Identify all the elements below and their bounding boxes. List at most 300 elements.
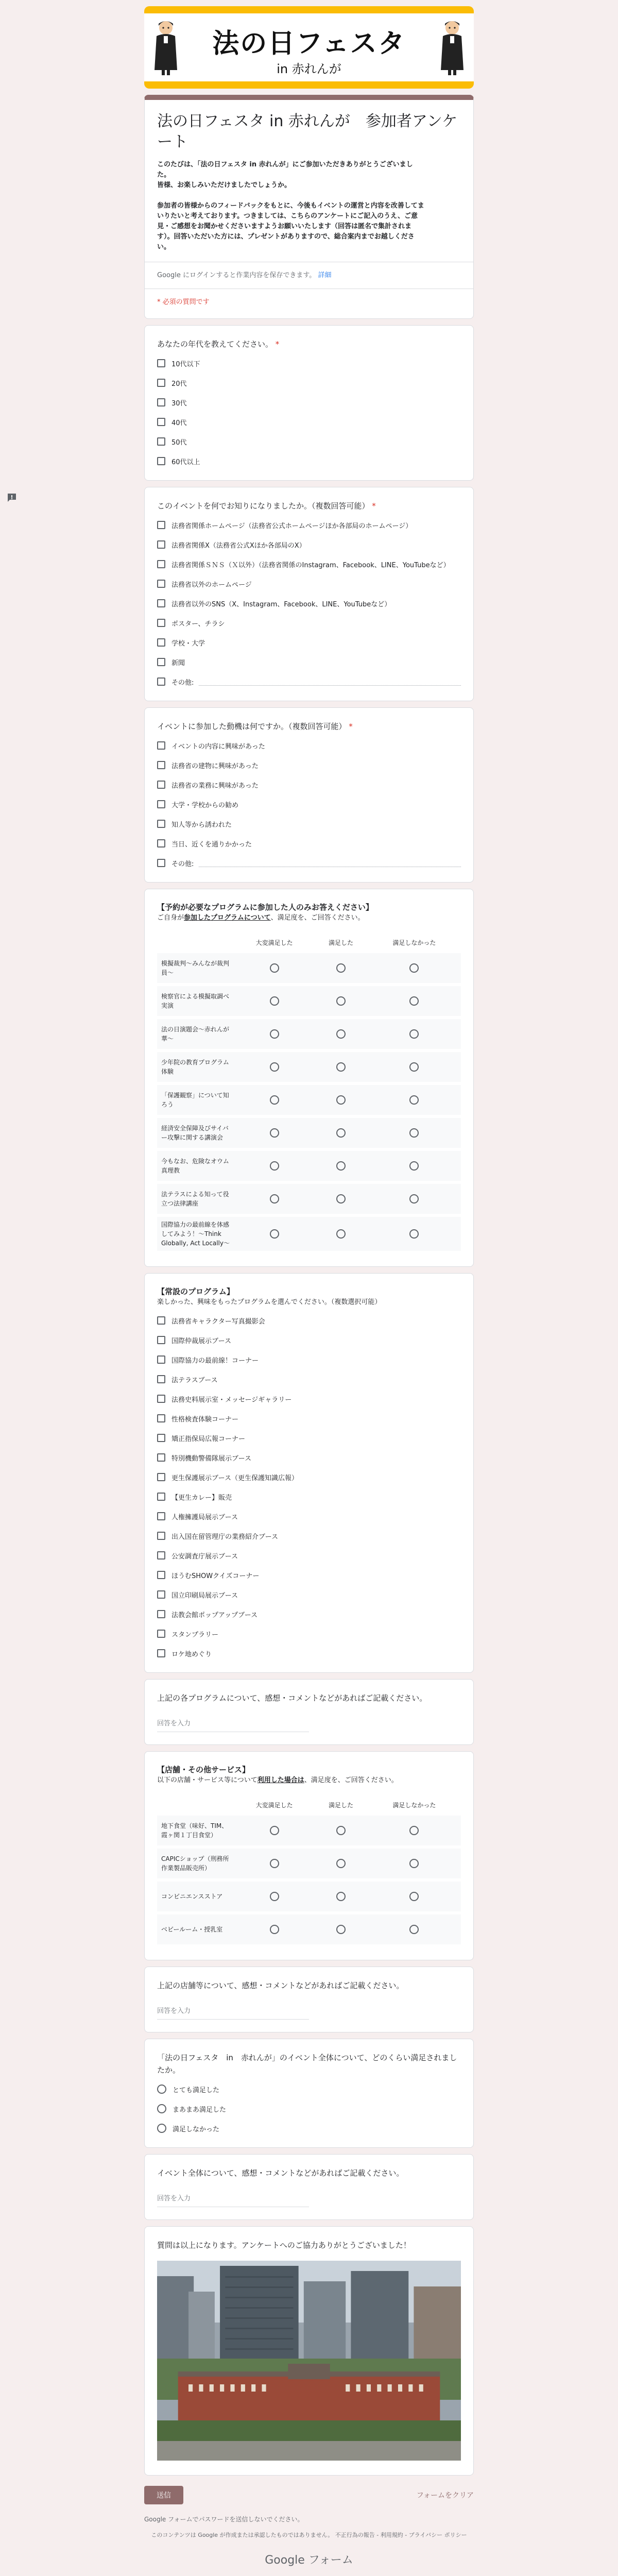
grid-row-label: 模擬裁判～みんなが裁判員～ — [157, 953, 234, 983]
disclaimer-text: このコンテンツは Google が作成または承認したものではありません。 — [151, 2532, 334, 2538]
checkbox-icon[interactable] — [157, 1610, 165, 1618]
grid-cell — [234, 986, 314, 1016]
checkbox-option[interactable] — [157, 396, 461, 409]
grid-row-label: 国際協力の最前線を体感してみよう！～Think Globally, Act Locally～ — [157, 1217, 234, 1251]
required-star: * — [372, 501, 376, 511]
option-label: 法務省以外のSNS（X、Instagram、Facebook、LINE、YouTubeなど） — [171, 600, 391, 608]
checkbox-option[interactable] — [157, 376, 461, 389]
checkbox-icon[interactable] — [157, 1414, 165, 1422]
checkbox-option[interactable] — [157, 837, 461, 850]
disclaimer: このコンテンツは Google が作成または承認したものではありません。 不正行為の報告 - 利用規約 - プライバシー ポリシー — [151, 2532, 467, 2538]
checkbox-option[interactable] — [157, 1333, 461, 1347]
radio-icon[interactable] — [409, 1194, 419, 1204]
grid-cell — [314, 1882, 368, 1911]
checkbox-icon[interactable] — [157, 638, 165, 647]
option-label: 30代 — [171, 399, 187, 408]
radio-icon[interactable] — [409, 1925, 419, 1934]
checkbox-icon[interactable] — [157, 1316, 165, 1325]
other-text-input[interactable] — [199, 677, 461, 686]
checkbox-icon[interactable] — [157, 379, 165, 387]
grid-cell — [368, 1849, 461, 1878]
radio-icon[interactable] — [270, 1128, 279, 1138]
feedback-icon[interactable] — [7, 493, 17, 502]
option-label: 法テラスブース — [171, 1376, 218, 1384]
question-title-text: あなたの年代を教えてください。 — [157, 340, 273, 349]
option-label: 矯正指保局広報コーナー — [171, 1435, 246, 1443]
grid-cell — [314, 1217, 368, 1251]
checkbox-option[interactable] — [157, 1588, 461, 1601]
checkbox-option[interactable] — [157, 1372, 461, 1386]
radio-icon[interactable] — [336, 1095, 346, 1105]
option-label: スタンプラリー — [171, 1631, 219, 1639]
grid-row — [157, 1118, 461, 1148]
option-label: 法教会館ポップアップブース — [171, 1611, 258, 1619]
grid-cell — [314, 1914, 368, 1944]
question-age — [144, 325, 474, 481]
radio-icon[interactable] — [336, 1229, 346, 1239]
option-label: 出入国在留管理庁の業務紹介ブース — [171, 1533, 278, 1541]
grid-row-label: コンビニエンスストア — [157, 1882, 234, 1911]
checkbox-icon[interactable] — [157, 761, 165, 769]
checkbox-option[interactable] — [157, 577, 461, 590]
grid-cell — [234, 1882, 314, 1911]
grid-cell — [314, 1849, 368, 1878]
checkbox-icon[interactable] — [157, 1336, 165, 1344]
grid-cell — [234, 1914, 314, 1944]
checkbox-option[interactable] — [157, 415, 461, 429]
answer-input[interactable]: 回答を入力 — [157, 2005, 309, 2020]
grid-cell — [368, 1816, 461, 1845]
question-subtitle: 楽しかった、興味をもったプログラムを選んでください。（複数選択可能） — [157, 1298, 382, 1306]
grid-cell — [234, 1085, 314, 1115]
checkbox-icon[interactable] — [157, 658, 165, 666]
checkbox-icon[interactable] — [157, 1375, 165, 1383]
checkbox-option[interactable] — [157, 357, 461, 370]
option-label: 新聞 — [171, 659, 185, 667]
checkbox-icon[interactable] — [157, 540, 165, 549]
option-label: 法務省以外のホームページ — [171, 581, 252, 589]
checkbox-option[interactable] — [157, 1607, 461, 1621]
grid-cell — [314, 1816, 368, 1845]
checkbox-icon[interactable] — [157, 1434, 165, 1442]
checkbox-icon[interactable] — [157, 418, 165, 426]
checkbox-option[interactable] — [157, 817, 461, 831]
closing-card — [144, 2226, 474, 2476]
answer-input[interactable]: 回答を入力 — [157, 2193, 309, 2207]
grid-row-label: 法テラスによる知って役立つ法律講座 — [157, 1184, 234, 1214]
checkbox-icon[interactable] — [157, 1512, 165, 1520]
question-title: 上記の各プログラムについて、感想・コメントなどがあればご記載ください。 — [157, 1693, 427, 1703]
checkbox-icon[interactable] — [157, 1493, 165, 1501]
question-title: 【店舗・その他サービス】 — [157, 1765, 250, 1774]
banner-subtitle: in 赤れんが — [277, 62, 341, 76]
subtitle-text: 、満足度を、ご回答ください。 — [304, 1776, 398, 1784]
terms-link[interactable]: 利用規約 — [380, 2532, 403, 2538]
option-label: 学校・大学 — [171, 639, 205, 648]
option-label: イベントの内容に興味があった — [171, 742, 265, 751]
checkbox-option[interactable] — [157, 1549, 461, 1562]
option-label: 40代 — [171, 419, 187, 427]
radio-icon[interactable] — [336, 1925, 346, 1934]
header-banner — [144, 6, 474, 89]
checkbox-icon[interactable] — [157, 1532, 165, 1540]
grid-cell — [368, 1118, 461, 1148]
checkbox-icon[interactable] — [157, 1395, 165, 1403]
question-source — [144, 487, 474, 701]
grid-row-label: 法の日演題会～赤れんが華～ — [157, 1019, 234, 1049]
checkbox-option[interactable] — [157, 1647, 461, 1660]
option-label: 10代以下 — [171, 360, 200, 368]
radio-icon[interactable] — [336, 963, 346, 973]
option-label: ポスター、チラシ — [171, 620, 225, 628]
google-forms-logo: Google フォーム — [265, 2554, 353, 2567]
question-title: 【予約が必要なプログラムに参加した人のみお答えください】 — [157, 903, 373, 912]
checkbox-option-other[interactable] — [157, 675, 461, 688]
checkbox-icon[interactable] — [157, 1551, 165, 1560]
radio-icon[interactable] — [336, 1892, 346, 1901]
radio-grid — [157, 931, 461, 1254]
option-label: 法務省の業務に興味があった — [171, 782, 259, 790]
grid-cell — [234, 1217, 314, 1251]
grid-cell — [234, 1184, 314, 1214]
checkbox-option[interactable] — [157, 636, 461, 649]
subtitle-emphasis: 利用した場合は — [257, 1776, 304, 1784]
grid-cell — [234, 1052, 314, 1082]
option-label: 当日、近くを通りかかった — [171, 840, 252, 849]
checkbox-option[interactable] — [157, 454, 461, 468]
question-booth-comment — [144, 1679, 474, 1745]
radio-icon[interactable] — [409, 1892, 419, 1901]
checkbox-option[interactable] — [157, 1412, 461, 1425]
grid-cell — [314, 1019, 368, 1049]
grid-row — [157, 953, 461, 983]
question-title — [157, 338, 461, 350]
question-title: 上記の店舗等について、感想・コメントなどがあればご記載ください。 — [157, 1981, 404, 1990]
radio-icon[interactable] — [270, 1826, 279, 1835]
checkbox-option[interactable] — [157, 616, 461, 630]
option-label: 更生保護展示ブース（更生保護知識広報） — [171, 1474, 298, 1482]
question-shop-comment — [144, 1967, 474, 2032]
password-warning: Google フォームでパスワードを送信しないでください。 — [144, 2516, 304, 2523]
checkbox-icon[interactable] — [157, 580, 165, 588]
radio-icon[interactable] — [157, 2104, 166, 2113]
question-subtitle — [157, 1775, 461, 1786]
description-line: 見・ご感想をお聞かせくださいますようお願いいたします（回答は匿名で集計されま — [157, 223, 412, 230]
question-overall — [144, 2039, 474, 2148]
grid-row-label: ベビールーム・授乳室 — [157, 1914, 234, 1944]
radio-icon[interactable] — [336, 1128, 346, 1138]
question-subtitle — [157, 913, 461, 923]
required-star: * — [349, 722, 353, 731]
radio-icon[interactable] — [336, 1029, 346, 1039]
option-label: その他: — [171, 860, 194, 868]
form-title: 法の日フェスタ in 赤れんが 参加者アンケート — [157, 112, 458, 151]
grid-row — [157, 1914, 461, 1944]
option-label: 知人等から誘われた — [171, 821, 232, 829]
checkbox-option[interactable] — [157, 1431, 461, 1445]
option-label: まあまあ満足した — [173, 2106, 227, 2114]
radio-icon[interactable] — [336, 1194, 346, 1204]
description-line: 参加者の皆様からのフィードバックをもとに、今後もイベントの運営と内容を改善してま — [157, 202, 424, 210]
radio-icon[interactable] — [270, 1859, 279, 1868]
grid-row-label: 地下食堂（味好、TIM、霞ヶ関１丁目食堂） — [157, 1816, 234, 1845]
radio-option[interactable] — [157, 2102, 461, 2115]
grid-row — [157, 1849, 461, 1878]
answer-input[interactable]: 回答を入力 — [157, 1718, 309, 1732]
question-title-text: イベントに参加した動機は何ですか。（複数回答可能） — [157, 722, 347, 731]
checkbox-option[interactable] — [157, 597, 461, 610]
checkbox-icon[interactable] — [157, 1473, 165, 1481]
checkbox-option[interactable] — [157, 518, 461, 532]
checkbox-option[interactable] — [157, 1529, 461, 1543]
radio-icon[interactable] — [409, 1826, 419, 1835]
grid-cell — [368, 1184, 461, 1214]
grid-cell — [234, 953, 314, 983]
question-booths — [144, 1273, 474, 1673]
radio-icon[interactable] — [336, 1062, 346, 1072]
radio-icon[interactable] — [409, 1095, 419, 1105]
option-label: 法務史料展示室・メッセージギャラリー — [171, 1396, 292, 1404]
question-title — [157, 500, 461, 512]
grid-cell — [234, 1019, 314, 1049]
grid-column-header: 満足しなかった — [392, 1801, 436, 1809]
checkbox-icon[interactable] — [157, 1649, 165, 1657]
grid-cell — [368, 1217, 461, 1251]
option-label: 性格検査体験コーナー — [171, 1415, 239, 1423]
radio-icon[interactable] — [409, 1029, 419, 1039]
form-container — [144, 0, 474, 2576]
grid-row — [157, 1184, 461, 1214]
grid-row — [157, 1151, 461, 1181]
radio-icon[interactable] — [270, 996, 279, 1006]
grid-cell — [368, 1052, 461, 1082]
radio-icon[interactable] — [409, 1229, 419, 1239]
grid-cell — [234, 1151, 314, 1181]
description-line: このたびは、「法の日フェスタ in 赤れんが」にご参加いただきありがとうございまし — [157, 161, 413, 168]
option-label: 60代以上 — [171, 458, 200, 466]
description-line: 皆様、お楽しみいただけましたでしょうか。 — [157, 181, 291, 189]
option-label: 大学・学校からの勧め — [171, 801, 239, 809]
radio-icon[interactable] — [270, 1229, 279, 1239]
grid-row — [157, 1217, 461, 1251]
checkbox-option[interactable] — [157, 655, 461, 669]
option-label: 20代 — [171, 380, 187, 388]
grid-row — [157, 1019, 461, 1049]
checkbox-icon[interactable] — [157, 820, 165, 828]
checkbox-option[interactable] — [157, 538, 461, 551]
grid-row-label: 少年院の教育プログラム体験 — [157, 1052, 234, 1082]
option-label: 人権擁護局展示ブース — [171, 1513, 238, 1521]
checkbox-option[interactable] — [157, 778, 461, 791]
question-overall-comment — [144, 2154, 474, 2220]
grid-cell — [314, 1118, 368, 1148]
grid-cell — [314, 1052, 368, 1082]
question-motive — [144, 707, 474, 883]
grid-cell — [368, 1882, 461, 1911]
option-label: 法務省関係ＳＮＳ（Ｘ以外）（法務省関係のInstagram、Facebook、LINE、YouTubeなど） — [171, 561, 450, 569]
grid-cell — [368, 1914, 461, 1944]
checkbox-icon[interactable] — [157, 741, 165, 750]
option-label: 法務省関係X（法務省公式Xほか各部局のX） — [171, 541, 306, 550]
checkbox-icon[interactable] — [157, 839, 165, 848]
form-actions — [144, 2486, 474, 2504]
checkbox-option[interactable] — [157, 557, 461, 571]
radio-icon[interactable] — [409, 963, 419, 973]
grid-column-header: 満足しなかった — [392, 939, 436, 946]
report-abuse-link[interactable]: 不正行為の報告 — [335, 2532, 375, 2538]
radio-option[interactable] — [157, 2122, 461, 2135]
required-note: * 必須の質問です — [157, 298, 210, 306]
checkbox-icon[interactable] — [157, 359, 165, 367]
checkbox-option[interactable] — [157, 798, 461, 811]
radio-icon[interactable] — [270, 1194, 279, 1204]
checkbox-option-other[interactable] — [157, 856, 461, 870]
radio-icon[interactable] — [270, 1062, 279, 1072]
checkbox-option[interactable] — [157, 1627, 461, 1640]
checkbox-icon[interactable] — [157, 599, 165, 607]
option-label: その他: — [171, 679, 194, 687]
grid-cell — [234, 1849, 314, 1878]
option-label: 50代 — [171, 438, 187, 447]
radio-icon[interactable] — [270, 1095, 279, 1105]
checkbox-icon[interactable] — [157, 1630, 165, 1638]
checkbox-option[interactable] — [157, 1392, 461, 1405]
option-label: とても満足した — [173, 2086, 220, 2094]
question-title: イベント全体について、感想・コメントなどがあればご記載ください。 — [157, 2168, 404, 2178]
checkbox-icon[interactable] — [157, 398, 165, 406]
privacy-link[interactable]: プライバシー ポリシー — [408, 2532, 467, 2538]
clear-form-button[interactable]: フォームをクリア — [416, 2492, 474, 2500]
other-text-input[interactable] — [199, 859, 461, 867]
radio-icon[interactable] — [409, 1859, 419, 1868]
option-label: 国際仲裁展示ブース — [171, 1337, 231, 1345]
question-title — [157, 720, 461, 733]
grid-column-header: 満足した — [329, 939, 354, 946]
login-text: Google にログインすると作業内容を保存できます。 — [157, 272, 316, 279]
checkbox-option[interactable] — [157, 1470, 461, 1484]
radio-icon[interactable] — [336, 1826, 346, 1835]
grid-column-header: 満足した — [329, 1801, 354, 1809]
checkbox-icon[interactable] — [157, 1453, 165, 1462]
question-title-text: このイベントを何でお知りになりましたか。（複数回答可能） — [157, 501, 370, 511]
grid-row — [157, 1882, 461, 1911]
radio-icon[interactable] — [409, 1161, 419, 1171]
description-line: いりたいと考えております。つきましては、こちらのアンケートにご記入のうえ、ご意 — [157, 212, 418, 220]
grid-row-label: CAPICショップ（刑務所作業製品販売所） — [157, 1849, 234, 1878]
radio-icon[interactable] — [157, 2084, 166, 2094]
checkbox-icon[interactable] — [157, 560, 165, 568]
description-line: い。 — [157, 243, 171, 251]
checkbox-option[interactable] — [157, 1451, 461, 1464]
radio-icon[interactable] — [409, 996, 419, 1006]
checkbox-option[interactable] — [157, 1490, 461, 1503]
checkbox-option[interactable] — [157, 1510, 461, 1523]
question-program-grid — [144, 889, 474, 1267]
grid-cell — [368, 953, 461, 983]
checkbox-icon[interactable] — [157, 619, 165, 627]
question-shop-grid — [144, 1751, 474, 1960]
grid-row-label: 検察官による模擬取調べ実演 — [157, 986, 234, 1016]
checkbox-icon[interactable] — [157, 677, 165, 686]
banner-title: 法の日フェスタ — [212, 28, 406, 59]
checkbox-icon[interactable] — [157, 1355, 165, 1364]
login-details-link[interactable]: 詳細 — [318, 272, 332, 279]
option-label: 法務省キャラクター写真撮影会 — [171, 1317, 265, 1326]
question-title: 「法の日フェスタ in 赤れんが」のイベント全体について、どのくらい満足されましたか。 — [157, 2053, 457, 2075]
option-label: 国際協力の最前線！コーナー — [171, 1357, 259, 1365]
radio-icon[interactable] — [270, 1892, 279, 1901]
form-header-card — [144, 95, 474, 319]
radio-icon[interactable] — [409, 1128, 419, 1138]
radio-icon[interactable] — [336, 1859, 346, 1868]
login-notice — [157, 269, 461, 279]
option-label: 満足しなかった — [173, 2125, 220, 2133]
option-label: ロケ地めぐり — [171, 1650, 212, 1658]
radio-icon[interactable] — [336, 1161, 346, 1171]
grid-row — [157, 1816, 461, 1845]
checkbox-option[interactable] — [157, 435, 461, 448]
option-label: 特別機動警備隊展示ブース — [171, 1454, 251, 1463]
option-label: 法務省の建物に興味があった — [171, 762, 259, 770]
checkbox-option[interactable] — [157, 739, 461, 752]
grid-column-header: 大変満足した — [255, 1801, 293, 1809]
grid-cell — [368, 986, 461, 1016]
radio-icon[interactable] — [270, 1029, 279, 1039]
option-label: 【更生カレー】販売 — [171, 1494, 232, 1502]
grid-cell — [314, 1184, 368, 1214]
grid-corner — [157, 935, 234, 950]
option-label: 国立印刷局展示ブース — [171, 1591, 238, 1600]
grid-row — [157, 1052, 461, 1082]
question-title: 【常設のプログラム】 — [157, 1287, 234, 1296]
subtitle-emphasis: 参加したプログラムについて — [184, 914, 271, 922]
submit-button[interactable]: 送信 — [144, 2486, 183, 2504]
grid-row-label: 経済安全保障及びサイバー攻撃に関する講演会 — [157, 1118, 234, 1148]
checkbox-icon[interactable] — [157, 859, 165, 867]
grid-cell — [314, 953, 368, 983]
checkbox-option[interactable] — [157, 1568, 461, 1582]
checkbox-icon[interactable] — [157, 521, 165, 529]
radio-option[interactable] — [157, 2082, 461, 2096]
subtitle-text: 以下の店舗・サービス等について — [157, 1776, 258, 1784]
option-label: ほうむSHOWクイズコーナー — [171, 1572, 260, 1580]
checkbox-icon[interactable] — [157, 800, 165, 808]
radio-icon[interactable] — [336, 996, 346, 1006]
checkbox-icon[interactable] — [157, 457, 165, 465]
checkbox-option[interactable] — [157, 1353, 461, 1366]
grid-corner — [157, 1797, 234, 1812]
building-photo — [157, 2261, 461, 2461]
grid-cell — [368, 1019, 461, 1049]
radio-icon[interactable] — [409, 1062, 419, 1072]
radio-icon[interactable] — [270, 1925, 279, 1934]
radio-icon[interactable] — [157, 2124, 166, 2133]
option-label: 公安調査庁展示ブース — [171, 1552, 238, 1561]
checkbox-option[interactable] — [157, 1314, 461, 1327]
required-star: * — [275, 340, 280, 349]
checkbox-option[interactable] — [157, 758, 461, 772]
checkbox-icon[interactable] — [157, 1571, 165, 1579]
grid-cell — [368, 1151, 461, 1181]
closing-title: 質問は以上になります。アンケートへのご協力ありがとうございました！ — [157, 2241, 411, 2250]
checkbox-icon[interactable] — [157, 437, 165, 446]
form-description — [157, 160, 461, 252]
checkbox-icon[interactable] — [157, 781, 165, 789]
option-label: 法務省関係ホームページ（法務省公式ホームページほか各部局のホームページ） — [171, 522, 413, 530]
radio-icon[interactable] — [270, 963, 279, 973]
radio-icon[interactable] — [270, 1161, 279, 1171]
checkbox-icon[interactable] — [157, 1590, 165, 1599]
